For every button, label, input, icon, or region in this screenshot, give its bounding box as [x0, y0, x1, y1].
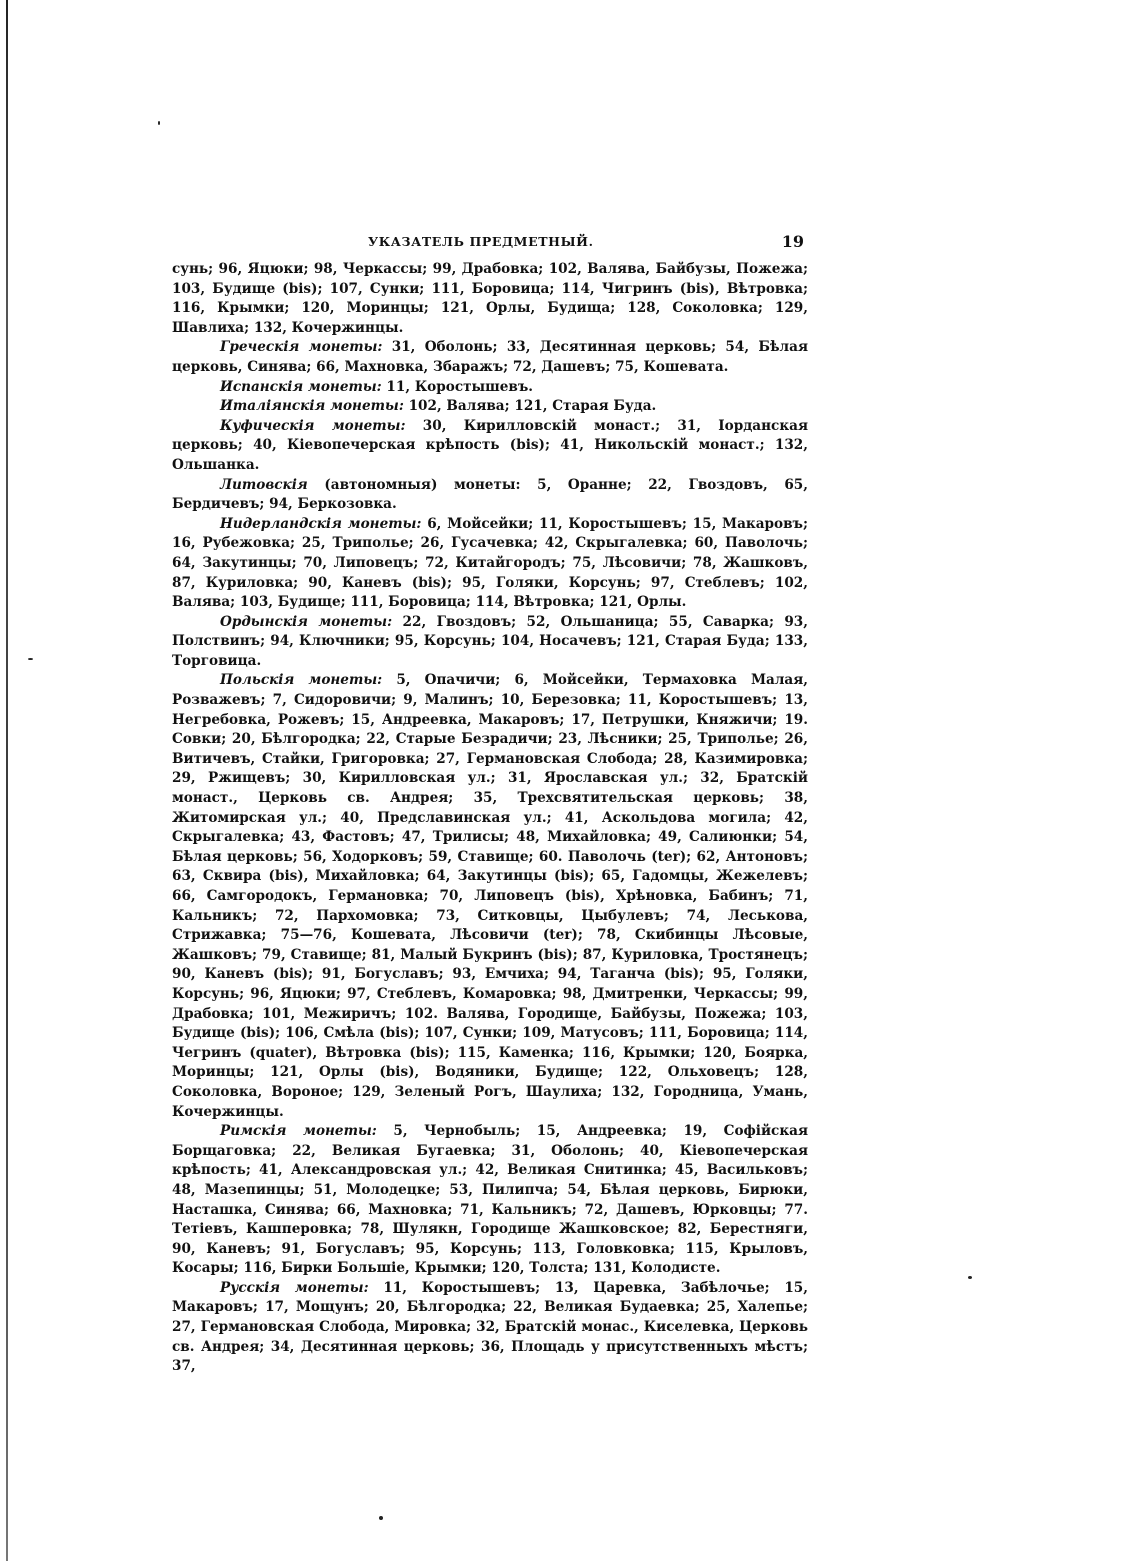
index-paragraph: [172, 378, 808, 398]
category-label: Нидерландскія монеты:: [220, 515, 422, 532]
entry-text: 22, Гвоздовъ; 52, Ольшаница; 55, Саварка; 93, Полствинъ; 94, Ключники; 95, Корсунь; 104, Носачевъ; 121, Старая Буда; 133, Торговица.: [172, 613, 808, 669]
index-paragraph: [172, 397, 808, 417]
ink-speck: [379, 1516, 383, 1520]
entry-text: 6, Мойсейки; 11, Коростышевъ; 15, Макаровъ; 16, Рубежовка; 25, Триполье; 26, Гусачевка; 42, Скрыгалевка; 60, Паволочь; 64, Закутинцы; 70, Липовецъ; 72, Китайгородъ; 75, Лѣсовичи; 78, Жашковъ, 87, Куриловка; 90, Каневъ (bis); 95, Голяки, Корсунь; 97, Стеблевъ; 102, Валява; 103, Будище; 111, Боровица; 114, Вѣтровка; 121, Орлы.: [172, 515, 808, 611]
category-label: Римскія монеты:: [220, 1123, 377, 1140]
entry-text: 102, Валява; 121, Старая Буда.: [403, 398, 657, 415]
category-label: Литовскія: [220, 476, 308, 493]
category-label: Греческія монеты:: [220, 339, 383, 356]
index-paragraph: [172, 338, 808, 377]
entry-text: (автономныя) монеты: 5, Оранне; 22, Гвоздовъ, 65, Бердичевъ; 94, Беркозовка.: [172, 476, 808, 513]
index-paragraph: [172, 476, 808, 515]
index-paragraph: [172, 260, 808, 338]
category-label: Испанскія монеты:: [220, 378, 382, 395]
page-binding-edge: [6, 0, 8, 1561]
index-body: [172, 260, 808, 1377]
entry-text: 31, Оболонь; 33, Десятинная церковь; 54, Бѣлая церковь, Синява; 66, Махновка, Збаражъ; 72, Дашевъ; 75, Кошевата.: [172, 339, 808, 375]
index-paragraph: [172, 515, 808, 613]
category-label: Италіянскія монеты:: [220, 398, 404, 415]
index-paragraph: [172, 417, 808, 476]
entry-text: 5, Чернобыль; 15, Андреевка; 19, Софійская Борщаговка; 22, Великая Бугаевка; 31, Оболонь; 40, Кіевопечерская крѣпость; 41, Александровская ул.; 42, Великая Снитинка; 45, Васильковъ; 48, Мазепинцы; 51, Молодецке; 53, Пилипча; 54, Бѣлая церковь, Бирюки, Насташка, Синява; 66, Махновка; 71, Кальникъ; 72, Дашевъ, Юрковцы; 77. Тетіевъ, Кашперовка; 78, Шулякн, Городище Жашковское; 82, Берестняги, 90, Каневъ; 91, Богуславъ; 95, Корсунь; 113, Головковка; 115, Крыловъ, Косары; 116, Бирки Большіе, Крымки; 120, Толста; 131, Колодисте.: [172, 1123, 808, 1277]
entry-text: сунь; 96, Яцюки; 98, Черкассы; 99, Драбовка; 102, Валява, Байбузы, Пожежа; 103, Будище (bis); 107, Сунки; 111, Боровица; 114, Чигринъ (bis), Вѣтровка; 116, Крымки; 120, Моринцы; 121, Орлы, Будища; 128, Соколовка; 129, Шавлиха; 132, Кочержинцы.: [172, 261, 808, 336]
ink-speck: [28, 658, 33, 660]
category-label: Польскія монеты:: [220, 672, 383, 689]
entry-text: 11, Коростышевъ.: [381, 378, 534, 395]
ink-speck: [968, 1276, 972, 1279]
category-label: Куфическія монеты:: [220, 417, 406, 434]
entry-text: 11, Коростышевъ; 13, Царевка, Забѣлочье; 15, Макаровъ; 17, Мощунъ; 20, Бѣлгородка; 22, Великая Будаевка; 25, Халепье; 27, Германовская Слобода, Мировка; 32, Братскій монас., Киселевка, Церковь св. Андрея; 34, Десятинная церковь; 36, Площадь у присутственныхъ мѣстъ; 37,: [172, 1279, 808, 1375]
entry-text: 30, Кирилловскій монаст.; 31, Іорданская церковь; 40, Кіевопечерская крѣпость (bis); 41, Никольскій монаст.; 132, Ольшанка.: [172, 417, 808, 473]
category-label: Русскія монеты:: [220, 1279, 369, 1296]
index-paragraph: [172, 1122, 808, 1279]
index-paragraph: [172, 1279, 808, 1377]
running-header: [172, 232, 808, 254]
document-page: [172, 232, 808, 1377]
header-title: УКАЗАТЕЛЬ ПРЕДМЕТНЫЙ.: [368, 234, 594, 249]
ink-speck: [158, 121, 160, 125]
entry-text: 5, Опачичи; 6, Мойсейки, Термаховка Малая, Розважевъ; 7, Сидоровичи; 9, Малинъ; 10, Березовка; 11, Коростышевъ; 13, Негребовка, Рожевъ; 15, Андреевка, Макаровъ; 17, Петрушки, Княжичи; 19. Совки; 20, Бѣлгородка; 22, Старые Безрадичи; 23, Лѣсники; 25, Триполье; 26, Витичевъ, Стайки, Григоровка; 27, Германовская Слобода; 28, Казимировка; 29, Ржищевъ; 30, Кирилловская ул.; 31, Ярославская ул.; 32, Братскій монаст., Церковь св. Андрея; 35, Трехсвятительская церковь; 38, Житомирская ул.; 40, Предславинская ул.; 41, Аскольдова могила; 42, Скрыгалевка; 43, Фастовъ; 47, Трилисы; 48, Михайловка; 49, Салиюнки; 54, Бѣлая церковь; 56, Ходорковъ; 59, Ставище; 60. Паволочь (ter); 62, Антоновъ; 63, Сквира (bis), Михайловка; 64, Закутинцы (bis); 65, Гадомцы, Жежелевъ; 66, Самгородокъ, Германовка; 70, Липовецъ (bis), Хрѣновка, Бабинъ; 71, Кальникъ; 72, Пархомовка; 73, Ситковцы, Цыбулевъ; 74, Леськова, Стрижавка; 75—76, Кошевата, Лѣсовичи (ter); 78, Скибинцы Лѣсовые, Жашковъ; 79, Ставище; 81, Малый Букринъ (bis); 87, Куриловка, Тростянецъ; 90, Каневъ (bis); 91, Богуславъ; 93, Емчиха; 94, Таганча (bis); 95, Голяки, Корсунь; 96, Яцюки; 97, Стеблевъ, Комаровка; 98, Дмитренки, Черкассы; 99, Драбовка; 101, Межиричъ; 102. Валява, Городище, Байбузы, Пожежа; 103, Будище (bis); 106, Смѣла (bis); 107, Сунки; 109, Матусовъ; 111, Боровица; 114, Чегринъ (quater), Вѣтровка (bis); 115, Каменка; 116, Крымки; 120, Боярка, Моринцы; 121, Орлы (bis), Водяники, Будище; 122, Ольховецъ; 128, Соколовка, Вороное; 129, Зеленый Рогъ, Шаулиха; 132, Городница, Умань, Кочержинцы.: [172, 672, 808, 1120]
index-paragraph: [172, 613, 808, 672]
page-number: 19: [781, 232, 804, 251]
index-paragraph: [172, 671, 808, 1122]
category-label: Ордынскія монеты:: [220, 613, 393, 630]
